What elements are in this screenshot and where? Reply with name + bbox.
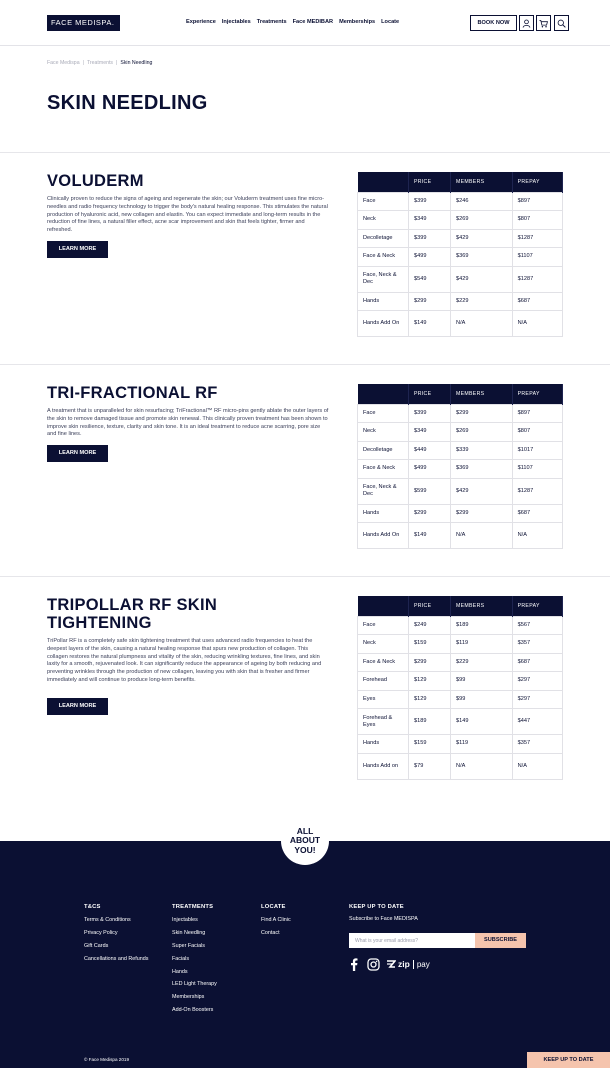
price-value: $399	[409, 192, 451, 211]
prepay-value: $357	[512, 735, 562, 754]
table-row	[358, 266, 563, 292]
footer-link[interactable]: Gift Cards	[84, 942, 109, 949]
table-header-prepay: PREPAY	[512, 172, 562, 192]
prepay-value: $1017	[512, 441, 562, 460]
members-value: $269	[451, 211, 513, 230]
table-header-row	[358, 596, 563, 616]
members-value: $229	[451, 653, 513, 672]
members-value: $369	[451, 248, 513, 267]
treatment-area: Forehead & Eyes	[358, 709, 409, 735]
prepay-value: $297	[512, 672, 562, 691]
badge-line: ALL	[296, 825, 314, 836]
nav-face-medibar[interactable]: Face MEDIBAR	[292, 19, 334, 25]
email-input[interactable]	[349, 933, 475, 948]
treatment-area: Hands Add On	[358, 523, 409, 549]
facebook-link[interactable]	[349, 958, 359, 971]
price-value: $499	[409, 460, 451, 479]
search-button[interactable]	[554, 15, 569, 31]
breadcrumb-separator: |	[82, 60, 84, 66]
treatment-area: Face	[358, 404, 409, 423]
table-row	[358, 753, 563, 779]
book-now-button[interactable]: BOOK NOW	[470, 15, 517, 31]
footer-heading: LOCATE	[261, 904, 286, 910]
footer-heading: TREATMENTS	[172, 904, 214, 910]
table-row	[358, 504, 563, 523]
price-value: $79	[409, 753, 451, 779]
table-row	[358, 653, 563, 672]
members-value: $269	[451, 423, 513, 442]
main-nav	[186, 19, 399, 25]
footer-column-tcs	[84, 904, 148, 969]
table-header-prepay: PREPAY	[512, 384, 562, 404]
badge-line: ABOUT	[289, 835, 321, 846]
cart-icon	[539, 19, 548, 28]
breadcrumb-home[interactable]: Face Medispa	[47, 60, 80, 66]
zip-text: zip	[398, 959, 410, 969]
section-description-tri-fractional-rf: A treatment that is unparalleled for skin resurfacing; TriFractional™ RF micro-pins gently ablate the outer layers of the skin to remove damaged tissue and promote skin renewal. This clinically proven treatment has been shown to improve skin resilience, texture, clarity and skin tone. It is an ideal treatment to reduce acne scarring, pore size and fine lines.	[47, 408, 329, 438]
table-row	[358, 478, 563, 504]
price-value: $189	[409, 709, 451, 735]
table-row	[358, 423, 563, 442]
prepay-value: $567	[512, 616, 562, 635]
price-value: $399	[409, 229, 451, 248]
prepay-value: $807	[512, 211, 562, 230]
members-value: $339	[451, 441, 513, 460]
price-table-voluderm	[357, 172, 563, 337]
account-button[interactable]	[519, 15, 534, 31]
prepay-value: $1287	[512, 266, 562, 292]
nav-locate[interactable]: Locate	[381, 19, 400, 25]
members-value: $299	[451, 404, 513, 423]
prepay-value: $897	[512, 404, 562, 423]
footer-link[interactable]: Privacy Policy	[84, 929, 118, 936]
price-value: $499	[409, 248, 451, 267]
footer-link[interactable]: LED Light Therapy	[172, 981, 217, 988]
treatment-area: Forehead	[358, 672, 409, 691]
members-value: $369	[451, 460, 513, 479]
prepay-value: $1107	[512, 248, 562, 267]
user-icon	[522, 19, 531, 28]
table-header-cell	[358, 596, 409, 616]
table-row	[358, 229, 563, 248]
nav-memberships[interactable]: Memberships	[339, 19, 376, 25]
table-row	[358, 192, 563, 211]
footer-link[interactable]: Terms & Conditions	[84, 917, 131, 923]
prepay-value: $687	[512, 292, 562, 311]
prepay-value: $447	[512, 709, 562, 735]
treatment-area: Hands Add On	[358, 311, 409, 337]
subscribe-text: Subscribe to Face MEDISPA	[349, 916, 418, 922]
logo[interactable]: FACE MEDISPA.	[47, 15, 120, 31]
treatment-area: Hands	[358, 504, 409, 523]
section-divider	[0, 364, 610, 365]
table-header-price: PRICE	[409, 172, 451, 192]
table-row	[358, 672, 563, 691]
members-value: N/A	[451, 753, 513, 779]
members-value: $149	[451, 709, 513, 735]
prepay-value: $897	[512, 192, 562, 211]
members-value: $119	[451, 635, 513, 654]
prepay-value: N/A	[512, 523, 562, 549]
footer-column-treatments	[172, 904, 217, 1020]
site-header	[0, 0, 610, 46]
section-divider	[0, 152, 610, 153]
learn-more-button-tri-fractional-rf[interactable]: LEARN MORE	[47, 445, 108, 462]
table-header-price: PRICE	[409, 384, 451, 404]
prepay-value: $1287	[512, 478, 562, 504]
subscribe-button[interactable]: SUBSCRIBE	[475, 933, 526, 948]
prepay-value: $297	[512, 690, 562, 709]
section-title-tri-fractional-rf: TRI-FRACTIONAL RF	[47, 384, 218, 402]
price-table-tri-fractional-rf	[357, 384, 563, 549]
zippay-divider-icon	[413, 960, 414, 969]
members-value: $119	[451, 735, 513, 754]
table-header-prepay: PREPAY	[512, 596, 562, 616]
table-row	[358, 404, 563, 423]
table-row	[358, 635, 563, 654]
price-value: $299	[409, 292, 451, 311]
treatment-area: Face	[358, 192, 409, 211]
zip-icon	[386, 959, 396, 969]
instagram-link[interactable]	[367, 958, 380, 971]
table-row	[358, 292, 563, 311]
table-row	[358, 709, 563, 735]
table-row	[358, 211, 563, 230]
section-title-voluderm: VOLUDERM	[47, 172, 144, 190]
footer-link[interactable]: Memberships	[172, 994, 205, 1001]
price-value: $349	[409, 423, 451, 442]
treatment-area: Face & Neck	[358, 248, 409, 267]
price-value: $159	[409, 635, 451, 654]
members-value: $429	[451, 478, 513, 504]
footer-link[interactable]: Add-On Boosters	[172, 1007, 214, 1014]
price-value: $299	[409, 504, 451, 523]
footer-link[interactable]: Cancellations and Refunds	[84, 955, 149, 962]
members-value: $229	[451, 292, 513, 311]
treatment-area: Hands	[358, 292, 409, 311]
members-value: N/A	[451, 523, 513, 549]
table-row	[358, 690, 563, 709]
search-icon	[557, 19, 566, 28]
price-value: $349	[409, 211, 451, 230]
members-value: $99	[451, 690, 513, 709]
badge-line: YOU!	[294, 844, 316, 855]
learn-more-button-voluderm[interactable]: LEARN MORE	[47, 241, 108, 258]
price-value: $249	[409, 616, 451, 635]
table-header-members: MEMBERS	[451, 384, 513, 404]
treatment-area: Neck	[358, 423, 409, 442]
treatment-area: Eyes	[358, 690, 409, 709]
members-value: $429	[451, 266, 513, 292]
price-value: $129	[409, 690, 451, 709]
table-header-cell	[358, 172, 409, 192]
footer-link[interactable]: Facials	[172, 955, 190, 962]
pay-text: pay	[416, 959, 430, 969]
price-value: $159	[409, 735, 451, 754]
all-about-you-badge	[281, 817, 329, 865]
table-row	[358, 523, 563, 549]
page-title: SKIN NEEDLING	[47, 92, 208, 114]
copyright: © Face Medispa 2019	[84, 1057, 130, 1062]
prepay-value: $1107	[512, 460, 562, 479]
table-row	[358, 735, 563, 754]
table-header-members: MEMBERS	[451, 172, 513, 192]
treatment-area: Decolletage	[358, 229, 409, 248]
table-row	[358, 248, 563, 267]
treatment-area: Face	[358, 616, 409, 635]
treatment-area: Decolletage	[358, 441, 409, 460]
table-header-row	[358, 384, 563, 404]
footer-column-locate	[261, 904, 291, 943]
table-header-members: MEMBERS	[451, 596, 513, 616]
nav-treatments[interactable]: Treatments	[256, 19, 287, 25]
prepay-value: $807	[512, 423, 562, 442]
prepay-value: $1287	[512, 229, 562, 248]
footer-link[interactable]: Super Facials	[172, 942, 205, 949]
table-row	[358, 311, 563, 337]
nav-injectables[interactable]: Injectables	[221, 19, 251, 25]
footer-link[interactable]: Skin Needling	[172, 929, 206, 936]
footer-heading: T&CS	[84, 904, 101, 910]
breadcrumb	[47, 60, 152, 66]
footer-heading: KEEP UP TO DATE	[349, 904, 404, 910]
treatment-area: Face, Neck & Dec	[358, 266, 409, 292]
price-table-tripollar-rf	[357, 596, 563, 780]
instagram-icon	[367, 958, 380, 971]
price-value: $299	[409, 653, 451, 672]
price-value: $129	[409, 672, 451, 691]
table-row	[358, 616, 563, 635]
footer-link[interactable]: Find A Clinic	[261, 917, 291, 923]
prepay-value: N/A	[512, 753, 562, 779]
prepay-value: $687	[512, 504, 562, 523]
cart-button[interactable]	[536, 15, 551, 31]
price-value: $549	[409, 266, 451, 292]
table-header-row	[358, 172, 563, 192]
price-value: $599	[409, 478, 451, 504]
members-value: $189	[451, 616, 513, 635]
treatment-area: Face & Neck	[358, 653, 409, 672]
treatment-area: Neck	[358, 211, 409, 230]
table-header-price: PRICE	[409, 596, 451, 616]
footer-link[interactable]: Injectables	[172, 917, 198, 923]
facebook-icon	[349, 958, 359, 971]
price-value: $149	[409, 523, 451, 549]
section-description-tripollar-rf: TriPollar RF is a completely safe skin tightening treatment that uses advanced radio frequencies to heat the deepest layers of the skin, causing a natural healing response that spurs new production of collagen. This collagen restores the natural plumpness and vitality of the skin, reducing wrinkling textures, fine lines, and skin laxity for a smooth, rejuvenated look. It can significantly reduce the appearance of ageing by both reducing and preventing wrinkles through the production of new collagen, leaving you with skin that is fresher and firmer immediately and will continue to produce long-term benefits.	[47, 638, 322, 683]
members-value: $246	[451, 192, 513, 211]
breadcrumb-treatments[interactable]: Treatments	[86, 60, 113, 66]
members-value: $299	[451, 504, 513, 523]
footer-link[interactable]: Hands	[172, 968, 188, 975]
price-value: $399	[409, 404, 451, 423]
table-header-cell	[358, 384, 409, 404]
table-row	[358, 460, 563, 479]
breadcrumb-separator: |	[116, 60, 118, 66]
breadcrumb-current: Skin Needling	[120, 60, 153, 66]
treatment-area: Face & Neck	[358, 460, 409, 479]
members-value: $429	[451, 229, 513, 248]
price-value: $149	[409, 311, 451, 337]
nav-experience[interactable]: Experience	[186, 19, 216, 25]
learn-more-button-tripollar-rf[interactable]: LEARN MORE	[47, 698, 108, 715]
footer-link[interactable]: Contact	[261, 929, 280, 936]
section-description-voluderm: Clinically proven to reduce the signs of ageing and regenerate the skin; our Voluderm treatment uses fine micro-needles and radio frequency technology to trigger the body's natural healing response. This stimulates the natural production of hyaluronic acid, new collagen and elastin. You can expect immediate and long-term results in the reduction of fine lines, a natural filler effect, acne scar improvement and skin that feels tighter, firmer and refreshed.	[47, 196, 328, 234]
members-value: N/A	[451, 311, 513, 337]
prepay-value: $357	[512, 635, 562, 654]
table-row	[358, 441, 563, 460]
prepay-value: N/A	[512, 311, 562, 337]
prepay-value: $687	[512, 653, 562, 672]
members-value: $99	[451, 672, 513, 691]
zippay-logo	[386, 959, 430, 969]
section-divider	[0, 576, 610, 577]
treatment-area: Face, Neck & Dec	[358, 478, 409, 504]
treatment-area: Hands Add on	[358, 753, 409, 779]
price-value: $449	[409, 441, 451, 460]
treatment-area: Hands	[358, 735, 409, 754]
keep-up-to-date-button[interactable]: KEEP UP TO DATE	[527, 1052, 610, 1068]
treatment-area: Neck	[358, 635, 409, 654]
section-title-tripollar-rf: TRIPOLLAR RF SKIN TIGHTENING	[47, 596, 218, 632]
